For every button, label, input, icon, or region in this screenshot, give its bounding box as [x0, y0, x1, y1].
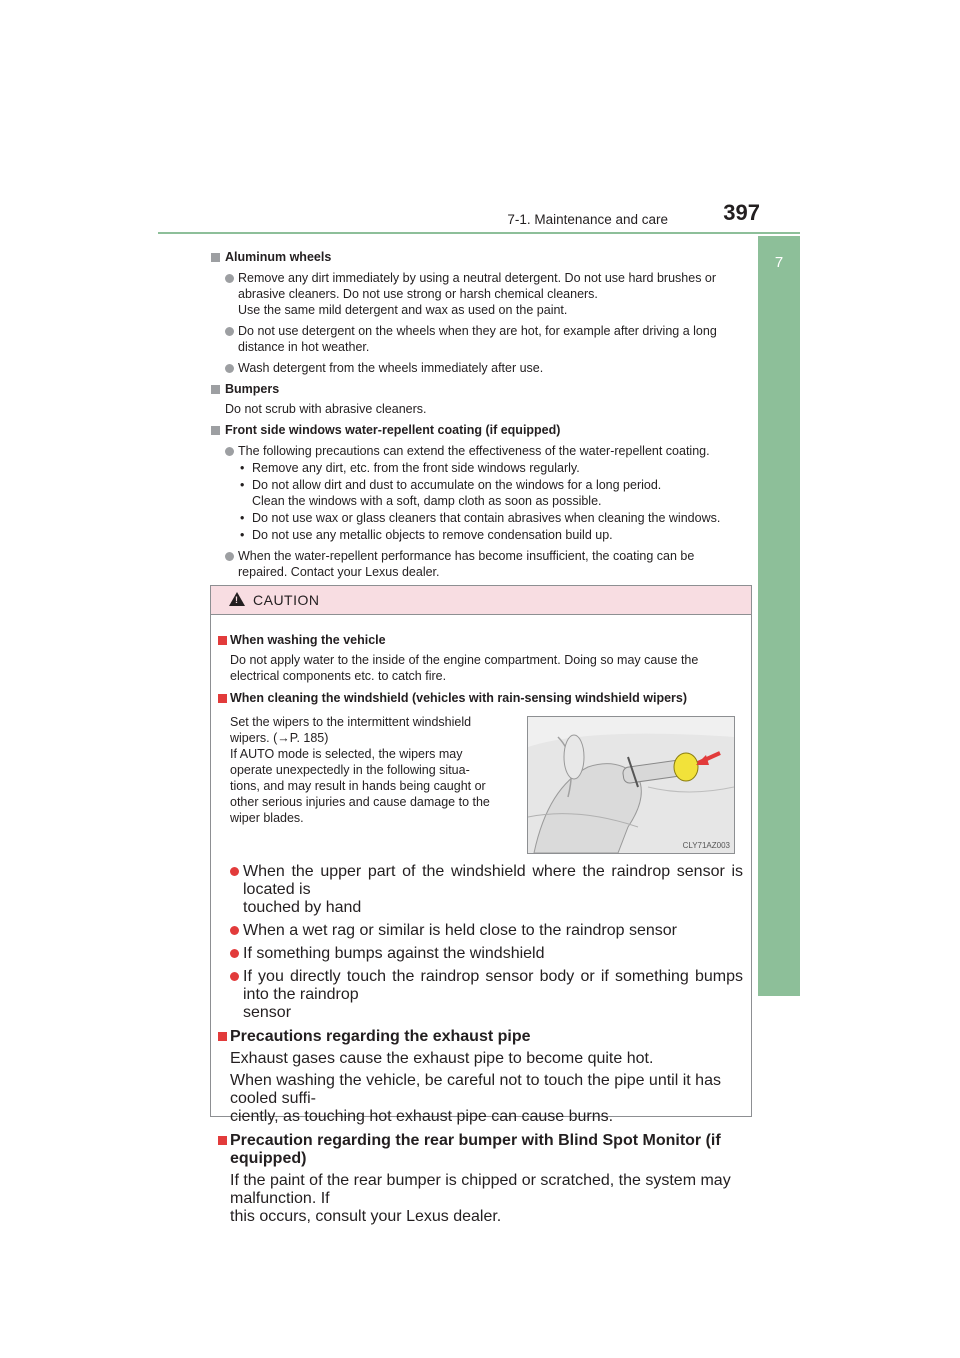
paragraph: When washing the vehicle, be careful not to touch the pipe until it has cooled suffi- ciently, as touching hot exhaust pipe can cause burns. [230, 1072, 721, 1125]
bullet-item: If you directly touch the raindrop sensor body or if something bumps into the raindrop sensor [211, 968, 751, 1022]
sub-bullet-item: • Do not allow dirt and dust to accumulate on the windows for a long period. Clean the windows with a soft, damp cloth as soon as possible. [240, 478, 662, 508]
heading-windshield: When cleaning the windshield (vehicles with rain-sensing windshield wipers) [211, 690, 751, 706]
bullet-item: The following precautions can extend the effectiveness of the water-repellent coating. [210, 443, 752, 459]
bullet-icon [225, 364, 234, 373]
heading-exhaust-pipe: Precautions regarding the exhaust pipe [211, 1028, 751, 1046]
sub-bullet-item: • Do not use any metallic objects to remove condensation build up. [240, 528, 613, 542]
bullet-item: If something bumps against the windshield [211, 945, 751, 963]
bullet-icon [225, 327, 234, 336]
heading-aluminum-wheels: Aluminum wheels [210, 249, 752, 265]
caution-header [211, 586, 751, 615]
bullet-item: Do not use detergent on the wheels when they are hot, for example after driving a long distance in hot weather. [210, 323, 752, 355]
chapter-number: 7 [774, 254, 784, 271]
bullet-item: When the upper part of the windshield where the raindrop sensor is located is touched by hand [211, 863, 751, 917]
wiper-lever-illustration [527, 716, 735, 854]
warning-triangle-icon: ! [229, 592, 245, 606]
section-title: 7-1. Maintenance and care [507, 212, 668, 227]
paragraph: If the paint of the rear bumper is chipped or scratched, the system may malfunction. If this occurs, consult your Lexus dealer. [230, 1172, 731, 1225]
page-header [0, 196, 800, 234]
caution-body [211, 626, 751, 706]
caution-lower [211, 858, 751, 1226]
sub-bullet-item: • Remove any dirt, etc. from the front side windows regularly. [240, 461, 580, 475]
bullet-icon [225, 552, 234, 561]
heading-front-side-windows: Front side windows water-repellent coating (if equipped) [210, 422, 752, 438]
heading-bumpers: Bumpers [210, 381, 752, 397]
bullet-icon [225, 274, 234, 283]
bullet-item: Remove any dirt immediately by using a neutral detergent. Do not use hard brushes or abrasive cleaners. Do not use strong or harsh chemical cleaners. Use the same mild detergent and wax as used on the paint. [210, 270, 752, 318]
bullet-icon [230, 949, 239, 958]
header-rule [158, 232, 800, 234]
wiper-lever-drawing [528, 717, 734, 853]
chapter-label: Maintenance and care [755, 1036, 770, 1165]
chapter-side-tab [755, 236, 800, 1165]
bullet-icon [230, 972, 239, 981]
bullet-item: Wash detergent from the wheels immediately after use. [210, 360, 752, 376]
heading-rear-bumper-bsm: Precaution regarding the rear bumper with Blind Spot Monitor (if equipped) [211, 1132, 751, 1168]
bullet-item: When the water-repellent performance has become insufficient, the coating can be repaired. Contact your Lexus dealer. [210, 548, 752, 580]
heading-washing: When washing the vehicle [211, 632, 751, 648]
bullet-item: When a wet rag or similar is held close to the raindrop sensor [211, 922, 751, 940]
page-number: 397 [723, 200, 760, 225]
paragraph: Exhaust gases cause the exhaust pipe to become quite hot. [230, 1050, 654, 1067]
caution-title: CAUTION [253, 592, 320, 608]
image-code: CLY71AZ003 [682, 841, 730, 850]
sub-bullet-item: • Do not use wax or glass cleaners that contain abrasives when cleaning the windows. [240, 511, 721, 525]
paragraph: Do not scrub with abrasive cleaners. [225, 402, 427, 416]
main-content [210, 244, 752, 580]
bullet-icon [225, 447, 234, 456]
windshield-intro: Set the wipers to the intermittent windshield wipers. (→P. 185) If AUTO mode is selected, the wipers may operate unexpectedly in the following situa- tions, and may result in hands being caught or other serious injuries and cause damage to the wiper blades. [230, 715, 490, 825]
bullet-icon [230, 926, 239, 935]
caution-box [210, 585, 752, 1225]
bullet-icon [230, 867, 239, 876]
paragraph: Do not apply water to the inside of the engine compartment. Doing so may cause the electrical components etc. to catch fire. [230, 653, 699, 683]
